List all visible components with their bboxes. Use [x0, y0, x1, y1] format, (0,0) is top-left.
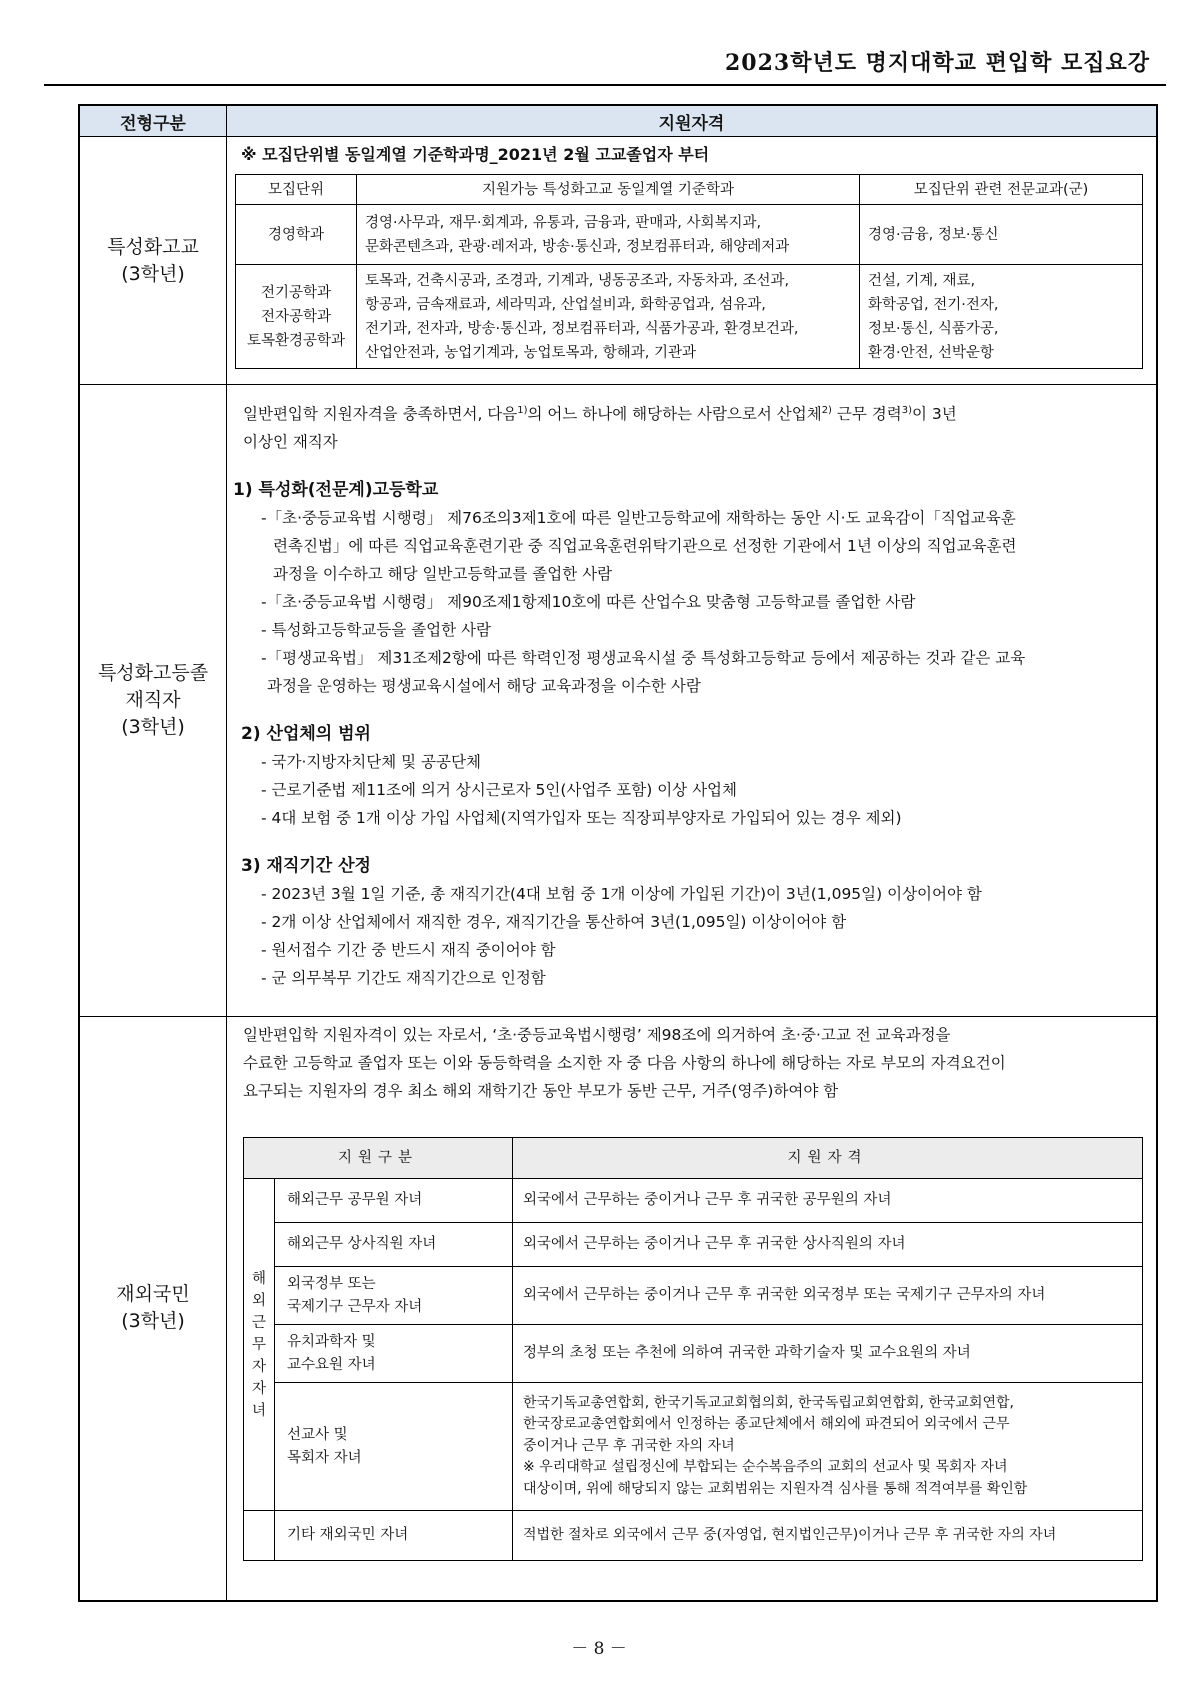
- admission-qualification-table: [78, 104, 1158, 1602]
- list-item: - 국가·지방자치단체 및 공공단체: [261, 753, 481, 772]
- list-item: 과정을 이수하고 해당 일반고등학교를 졸업한 사람: [273, 565, 613, 584]
- section-title-3: 3) 재직기간 산정: [241, 856, 371, 877]
- category-cell: 외국정부 또는 국제기구 근무자 자녀: [275, 1267, 513, 1325]
- list-item: 과정을 운영하는 평생교육시설에서 해당 교육과정을 이수한 사람: [267, 677, 701, 696]
- row-content-overseas-korean: [227, 1017, 1158, 1601]
- sub-header-qualification: 지원자격: [513, 1138, 1143, 1179]
- qualification-cell: 적법한 절차로 외국에서 근무 중(자영업, 현지법인근무)이거나 근무 후 귀국한 자의 자녀: [513, 1511, 1143, 1561]
- list-item: - 군 의무복무 기간도 재직기간으로 인정함: [261, 969, 546, 988]
- group-label-overseas-worker-children: 해 외 근 무 자 자 녀: [244, 1179, 275, 1511]
- qualification-cell: 정부의 초청 또는 추천에 의하여 귀국한 과학기술자 및 교수요원의 자녀: [513, 1325, 1143, 1383]
- depts-cell: 경영·사무과, 재무·회계과, 유통과, 금융과, 판매과, 사회복지과, 문화콘텐츠과, 관광·레저과, 방송·통신과, 정보컴퓨터과, 해양레저과: [357, 205, 860, 265]
- list-item: -「평생교육법」 제31조제2항에 따른 학력인정 평생교육시설 중 특성화고등학교 등에서 제공하는 것과 같은 교육: [261, 649, 1026, 668]
- table-row: [244, 1511, 1143, 1561]
- table-row: [236, 205, 1143, 265]
- subjects-cell: 경영·금융, 정보·통신: [860, 205, 1143, 265]
- col-header-type: 전형구분: [79, 105, 227, 137]
- intro-text-2: 이상인 재직자: [243, 433, 338, 452]
- subjects-cell: 건설, 기계, 재료, 화학공업, 전기·전자, 정보·통신, 식품가공, 환경·안전, 선박운항: [860, 265, 1143, 369]
- category-cell: 선교사 및 목회자 자녀: [275, 1383, 513, 1511]
- category-cell: 기타 재외국민 자녀: [275, 1511, 513, 1561]
- row-label-employed-graduate: 특성화고등졸 재직자 (3학년): [79, 385, 227, 1017]
- spacer-cell: [244, 1511, 275, 1561]
- unit-cell: 전기공학과 전자공학과 토목환경공학과: [236, 265, 357, 369]
- section-title-1: 1) 특성화(전문계)고등학교: [233, 480, 439, 501]
- overseas-qualification-table: [243, 1137, 1143, 1561]
- sub-header-depts: 지원가능 특성화고교 동일계열 기준학과: [357, 175, 860, 205]
- page-number: － 8 －: [571, 1639, 627, 1659]
- table-row: [244, 1267, 1143, 1325]
- table-row: [236, 265, 1143, 369]
- row-content-employed-graduate: [227, 385, 1158, 1017]
- department-table: [235, 174, 1143, 369]
- row-label-specialized-high-school: 특성화고교 (3학년): [79, 137, 227, 385]
- col-header-qualification: 지원자격: [227, 105, 1158, 137]
- list-item: - 특성화고등학교등을 졸업한 사람: [261, 621, 491, 640]
- intro-line: 요구되는 지원자의 경우 최소 해외 재학기간 동안 부모가 동반 근무, 거주(영주)하여야 함: [243, 1082, 839, 1100]
- section-title-2: 2) 산업체의 범위: [241, 724, 371, 745]
- note-line: ※ 모집단위별 동일계열 기준학과명_2021년 2월 고교졸업자 부터: [241, 145, 710, 164]
- category-cell: 유치과학자 및 교수요원 자녀: [275, 1325, 513, 1383]
- qualification-cell: 한국기독교총연합회, 한국기독교교회협의회, 한국독립교회연합회, 한국교회연합, 한국장로교총연합회에서 인정하는 종교단체에서 해외에 파견되어 외국에서 근무 중이거나 근무 후 귀국한 자의 자녀 ※ 우리대학교 설립정신에 부합되는 순수복음주의 교회의 선교사 및 목회자 자녀 대상이며, 위에 해당되지 않는 교회범위는 지원자격 심사를 통해 적격여부를 확인함: [513, 1383, 1143, 1511]
- document-title: 2023학년도 명지대학교 편입학 모집요강: [725, 50, 1150, 76]
- list-item: 련촉진법」에 따른 직업교육훈련기관 중 직업교육훈련위탁기관으로 선정한 기관에서 1년 이상의 직업교육훈련: [273, 537, 1017, 556]
- header-divider: [44, 84, 1166, 86]
- list-item: - 2023년 3월 1일 기준, 총 재직기간(4대 보험 중 1개 이상에 가입된 기간)이 3년(1,095일) 이상이어야 함: [261, 885, 982, 904]
- qualification-cell: 외국에서 근무하는 중이거나 근무 후 귀국한 외국정부 또는 국제기구 근무자의 자녀: [513, 1267, 1143, 1325]
- table-row: [244, 1325, 1143, 1383]
- row-content-specialized-high-school: [227, 137, 1158, 385]
- intro-text: 일반편입학 지원자격을 충족하면서, 다음$^{1)}$의 어느 하나에 해당하는 사람으로서 산업체$^{2)}$ 근무 경력$^{3)}$이 3년: [243, 405, 957, 424]
- table-row: [244, 1383, 1143, 1511]
- sub-header-subjects: 모집단위 관련 전문교과(군): [860, 175, 1143, 205]
- depts-cell: 토목과, 건축시공과, 조경과, 기계과, 냉동공조과, 자동차과, 조선과, 항공과, 금속재료과, 세라믹과, 산업설비과, 화학공업과, 섬유과, 전기과, 전자과, 방송·통신과, 정보컴퓨터과, 식품가공과, 환경보건과, 산업안전과, 농업기계과, 농업토목과, 항해과, 기관과: [357, 265, 860, 369]
- unit-cell: 경영학과: [236, 205, 357, 265]
- row-label-overseas-korean: 재외국민 (3학년): [79, 1017, 227, 1601]
- list-item: - 4대 보험 중 1개 이상 가입 사업체(지역가입자 또는 직장피부양자로 가입되어 있는 경우 제외): [261, 809, 902, 828]
- qualification-cell: 외국에서 근무하는 중이거나 근무 후 귀국한 상사직원의 자녀: [513, 1223, 1143, 1267]
- intro-line: 수료한 고등학교 졸업자 또는 이와 동등학력을 소지한 자 중 다음 사항의 하나에 해당하는 자로 부모의 자격요건이: [243, 1054, 1006, 1072]
- list-item: - 근로기준법 제11조에 의거 상시근로자 5인(사업주 포함) 이상 사업체: [261, 781, 737, 800]
- sub-header-unit: 모집단위: [236, 175, 357, 205]
- category-cell: 해외근무 상사직원 자녀: [275, 1223, 513, 1267]
- list-item: -「초·중등교육법 시행령」 제76조의3제1호에 따른 일반고등학교에 재학하는 동안 시·도 교육감이「직업교육훈: [261, 509, 1016, 528]
- table-row: [244, 1179, 1143, 1223]
- sub-header-category: 지원구분: [244, 1138, 513, 1179]
- category-cell: 해외근무 공무원 자녀: [275, 1179, 513, 1223]
- list-item: - 2개 이상 산업체에서 재직한 경우, 재직기간을 통산하여 3년(1,095일) 이상이어야 함: [261, 913, 847, 932]
- intro-line: 일반편입학 지원자격이 있는 자로서, ‘초·중등교육법시행령’ 제98조에 의거하여 초·중·고교 전 교육과정을: [243, 1026, 951, 1044]
- qualification-cell: 외국에서 근무하는 중이거나 근무 후 귀국한 공무원의 자녀: [513, 1179, 1143, 1223]
- list-item: - 원서접수 기간 중 반드시 재직 중이어야 함: [261, 941, 556, 960]
- table-row: [244, 1223, 1143, 1267]
- list-item: -「초·중등교육법 시행령」 제90조제1항제10호에 따른 산업수요 맞춤형 고등학교를 졸업한 사람: [261, 593, 916, 612]
